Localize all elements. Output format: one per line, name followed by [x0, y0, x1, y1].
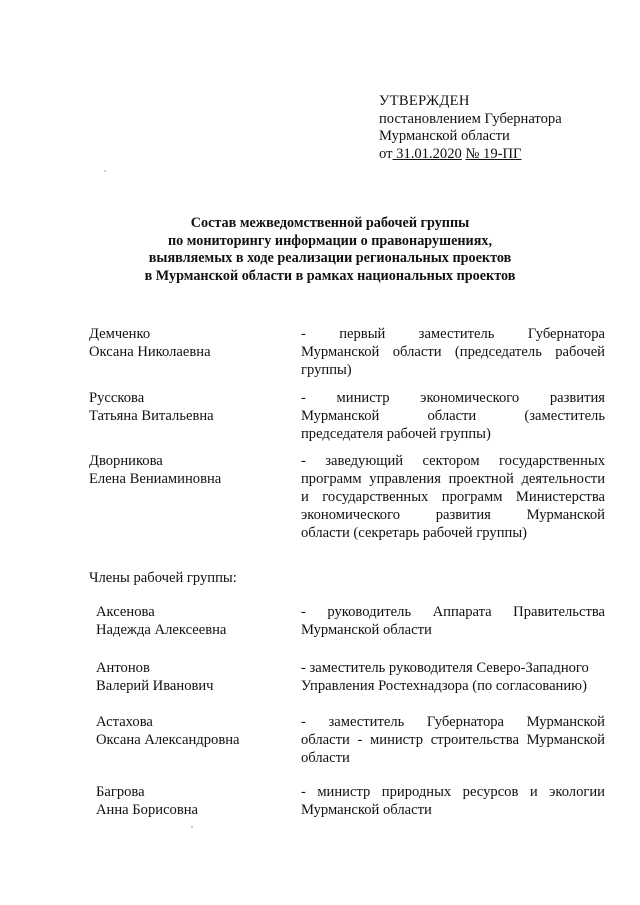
title-line: в Мурманской области в рамках национальных проектов — [144, 267, 516, 284]
given-names: Надежда Алексеевна — [96, 622, 227, 638]
person-name — [89, 452, 221, 488]
document-title — [100, 215, 560, 285]
surname: Аксенова — [96, 604, 155, 620]
given-names: Оксана Александровна — [96, 732, 240, 748]
person-name — [96, 713, 240, 749]
person-role: - руководитель Аппарата Правительства Мурманской области — [301, 604, 605, 638]
surname: Демченко — [89, 326, 151, 342]
approval-line: постановлением Губернатора — [379, 110, 562, 127]
approval-title: УТВЕРЖДЕН — [379, 93, 470, 109]
given-names: Татьяна Витальевна — [89, 408, 214, 424]
title-line: Состав межведомственной рабочей группы — [190, 215, 470, 231]
given-names: Елена Вениаминовна — [89, 471, 222, 487]
scan-speck — [104, 170, 106, 172]
title-line: по мониторингу информации о правонарушениях, — [167, 232, 493, 249]
approval-number: № 19-ПГ — [465, 145, 522, 162]
approval-date: 31.01.2020 — [396, 145, 462, 162]
surname: Астахова — [96, 714, 153, 730]
given-names: Валерий Иванович — [96, 678, 214, 694]
scan-speck — [191, 826, 193, 828]
person-role: - заведующий сектором государственных программ управления проектной деятельности и государственных программ Министерства экономического развития Мурманской области (секретарь рабочей группы) — [301, 453, 605, 541]
person-role: - заместитель руководителя Северо-Западного Управления Ростехнадзора (по согласованию) — [301, 660, 589, 694]
surname: Дворникова — [89, 453, 163, 469]
surname: Антонов — [96, 660, 150, 676]
surname: Русскова — [89, 390, 145, 406]
person-name — [89, 325, 211, 361]
approval-line: Мурманской области — [379, 128, 510, 144]
person-role: - министр экономического развития Мурманской области (заместитель председателя рабочей группы) — [301, 390, 605, 442]
approval-stamp — [379, 93, 562, 163]
person-role: - заместитель Губернатора Мурманской области - министр строительства Мурманской области — [301, 714, 605, 766]
title-line: выявляемых в ходе реализации региональных проектов — [148, 250, 512, 266]
date-prefix: от — [379, 145, 393, 162]
members-heading: Члены рабочей группы: — [89, 570, 237, 586]
person-role: - министр природных ресурсов и экологии Мурманской области — [301, 784, 605, 818]
person-role: - первый заместитель Губернатора Мурманской области (председатель рабочей группы) — [301, 326, 605, 378]
person-name — [96, 659, 214, 695]
person-name — [96, 783, 198, 819]
person-name — [96, 603, 226, 639]
given-names: Оксана Николаевна — [89, 344, 211, 360]
given-names: Анна Борисовна — [96, 802, 199, 818]
approval-date-line — [379, 146, 562, 164]
surname: Багрова — [96, 784, 145, 800]
person-name — [89, 389, 214, 425]
